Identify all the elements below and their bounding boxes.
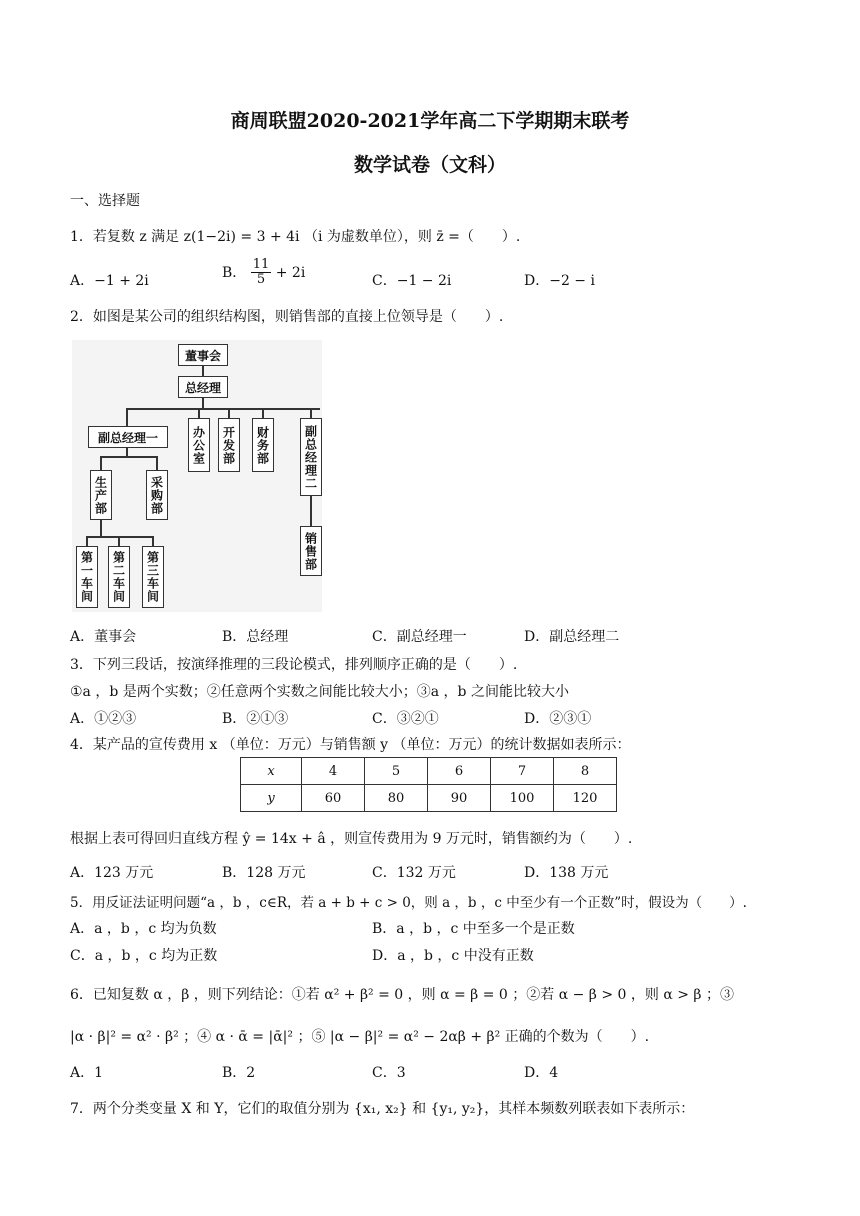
q1-option-b-label: B．: [222, 264, 247, 281]
q1-option-b-denominator: 5: [256, 272, 266, 288]
table-header-x: x: [241, 758, 302, 785]
q3-option-a: A．①②③: [70, 711, 137, 727]
q6-option-c: C．3: [372, 1065, 406, 1081]
q2-option-a: A．董事会: [70, 629, 137, 645]
table-row: [241, 785, 617, 812]
table-cell: 7: [491, 758, 554, 785]
board-box: 董事会: [178, 344, 228, 366]
table-cell: 6: [428, 758, 491, 785]
q5-option-b: B．a ，b ，c 中至多一个是正数: [372, 921, 575, 937]
q3-stem: 3．下列三段话，按演绎推理的三段论模式，排列顺序正确的是（ ）.: [70, 657, 518, 673]
table-cell: 4: [302, 758, 365, 785]
exam-subtitle: 数学试卷（文科）: [353, 154, 506, 176]
q3-option-d: D．②③①: [524, 711, 592, 727]
q3-option-c: C．③②①: [372, 711, 439, 727]
q1-option-d: D．−2 − i: [524, 273, 595, 289]
table-cell: 100: [491, 785, 554, 812]
q5-option-c: C．a ，b ，c 均为正数: [70, 948, 218, 964]
q4-option-d: D．138 万元: [524, 865, 609, 881]
production-dept-box: 生产部: [90, 470, 112, 520]
q3-option-b: B．②①③: [222, 711, 289, 727]
workshop-3-box: 第三车间: [142, 546, 164, 608]
table-row: [241, 758, 617, 785]
finance-dept-box: 财务部: [252, 418, 274, 472]
q2-option-d: D．副总经理二: [524, 629, 620, 645]
q6-stem: 6．已知复数 α ，β ，则下列结论：①若 α² + β² = 0 ，则 α = β = 0 ；②若 α − β > 0 ，则 α > β ；③: [70, 987, 734, 1003]
q2-option-b: B．总经理: [222, 629, 289, 645]
table-cell: 5: [365, 758, 428, 785]
workshop-2-box: 第二车间: [108, 546, 130, 608]
q1-option-c: C．−1 − 2i: [372, 273, 452, 289]
q6-option-a: A．1: [70, 1065, 104, 1081]
table-cell: 60: [302, 785, 365, 812]
table-header-y: y: [241, 785, 302, 812]
q1-option-b-rest: + 2i: [275, 264, 306, 281]
q5-stem: 5．用反证法证明问题“a ，b ，c∈R，若 a + b + c > 0，则 a ，b ，c 中至少有一个正数”时，假设为（ ）.: [70, 895, 747, 911]
office-box: 办公室: [188, 418, 210, 472]
purchase-dept-box: 采购部: [146, 470, 168, 520]
q2-stem: 2．如图是某公司的组织结构图，则销售部的直接上位领导是（ ）.: [70, 309, 504, 325]
q6-statements: |α · β|² = α² · β² ；④ α · ᾱ = |ᾱ|² ；⑤ |α − β|² = α² − 2αβ + β² 正确的个数为（ ）.: [70, 1029, 650, 1045]
q7-stem: 7．两个分类变量 X 和 Y，它们的取值分别为 {x₁, x₂} 和 {y₁, y₂}，其样本频数列联表如下表所示：: [70, 1101, 695, 1117]
q1-option-b-fraction: [251, 258, 272, 288]
table-cell: 80: [365, 785, 428, 812]
section-heading: 一、选择题: [70, 193, 140, 209]
q4-option-a: A．123 万元: [70, 865, 154, 881]
dev-dept-box: 开发部: [218, 418, 240, 472]
org-chart: [72, 340, 322, 612]
workshop-1-box: 第一车间: [76, 546, 98, 608]
q4-option-c: C．132 万元: [372, 865, 456, 881]
q6-option-d: D．4: [524, 1065, 559, 1081]
q1-stem: 1．若复数 z 满足 z(1−2i) = 3 + 4i （i 为虚数单位），则 z̄ =（ ）.: [70, 229, 521, 245]
q6-option-b: B．2: [222, 1065, 256, 1081]
table-cell: 8: [554, 758, 617, 785]
vp1-box: 副总经理一: [88, 426, 168, 448]
sales-dept-box: 销售部: [300, 526, 322, 576]
vp2-box: 副总经理二: [300, 418, 322, 496]
q3-statements: ①a ，b 是两个实数；②任意两个实数之间能比较大小；③a ，b 之间能比较大小: [70, 684, 569, 700]
table-cell: 90: [428, 785, 491, 812]
q5-option-a: A．a ，b ，c 均为负数: [70, 921, 217, 937]
q4-regression-text: 根据上表可得回归直线方程 ŷ = 14x + â ，则宣传费用为 9 万元时，销售额约为（ ）.: [70, 831, 633, 847]
q1-option-b: [222, 258, 305, 288]
table-cell: 120: [554, 785, 617, 812]
q5-option-d: D．a ，b ，c 中没有正数: [372, 948, 534, 964]
q2-option-c: C．副总经理一: [372, 629, 467, 645]
general-manager-box: 总经理: [178, 376, 228, 398]
q4-option-b: B．128 万元: [222, 865, 306, 881]
q4-stem: 4．某产品的宣传费用 x （单位：万元）与销售额 y （单位：万元）的统计数据如表所示：: [70, 737, 631, 753]
q4-data-table: [240, 757, 617, 812]
q1-option-b-numerator: 11: [252, 257, 270, 272]
q1-option-a: A．−1 + 2i: [70, 273, 149, 289]
exam-title: 商周联盟2020-2021学年高二下学期期末联考: [230, 110, 630, 132]
